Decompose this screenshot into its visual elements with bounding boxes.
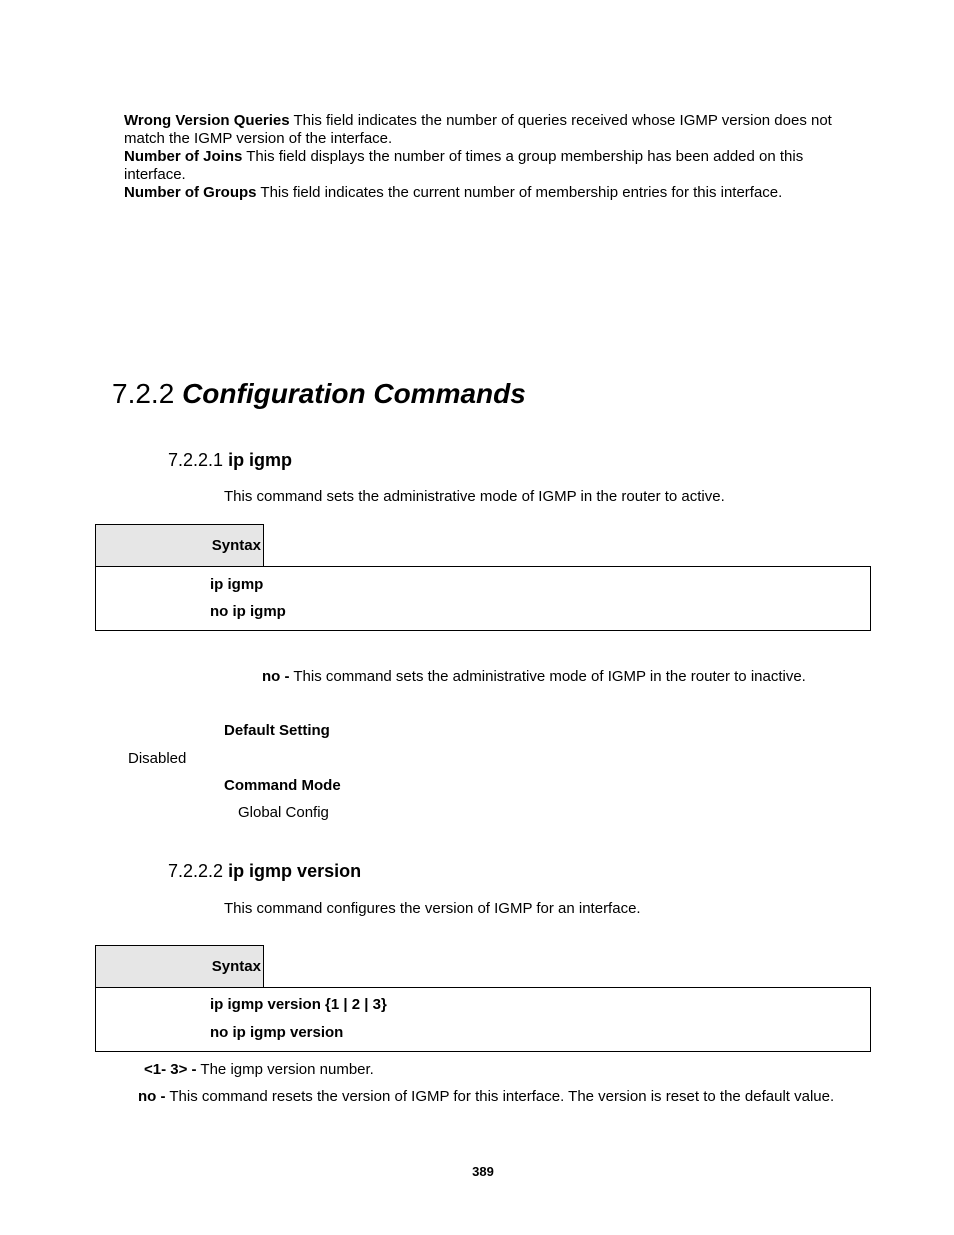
syntax-line: no ip igmp — [210, 603, 286, 620]
command-mode-label-text: Command Mode — [224, 777, 341, 794]
section-number: 7.2.2 — [112, 378, 175, 409]
field-term: Wrong Version Queries — [124, 112, 290, 129]
command-mode-label — [224, 777, 341, 795]
cmd1-number: 7.2.2.1 — [168, 450, 224, 470]
syntax-line: ip igmp version {1 | 2 | 3} — [210, 996, 387, 1013]
field-text: This field displays the number of times a group membership has been added on this interface. — [124, 148, 804, 183]
cmd2-syntax-box — [95, 987, 871, 1052]
no-text: This command resets the version of IGMP for this interface. The version is reset to the default value. — [165, 1088, 835, 1105]
no-text: This command sets the administrative mode of IGMP in the router to inactive. — [289, 668, 806, 685]
no-term: no - — [262, 668, 290, 685]
field-text: This field indicates the number of queries received whose IGMP version does not match the IGMP version of the interface. — [124, 112, 832, 147]
cmd1-heading — [168, 449, 292, 471]
default-setting-label-text: Default Setting — [224, 722, 330, 739]
param-term: <1- 3> - — [144, 1061, 197, 1078]
syntax-line: ip igmp — [210, 576, 264, 593]
field-number-of-joins — [124, 148, 864, 184]
cmd1-syntax-box — [95, 566, 871, 631]
section-title: Configuration Commands — [182, 378, 526, 409]
cmd2-no-description — [138, 1088, 898, 1106]
cmd2-param-description — [144, 1061, 374, 1079]
param-text: The igmp version number. — [196, 1061, 374, 1078]
cmd1-description: This command sets the administrative mode of IGMP in the router to active. — [224, 488, 725, 505]
cmd2-title: ip igmp version — [228, 861, 362, 881]
cmd1-no-description — [262, 668, 806, 686]
section-heading — [112, 377, 526, 411]
command-mode-value: Global Config — [238, 804, 329, 821]
cmd1-syntax-header — [95, 524, 264, 567]
cmd1-title: ip igmp — [228, 450, 293, 470]
no-term: no - — [138, 1088, 166, 1105]
default-setting-label — [224, 722, 330, 740]
cmd2-syntax-header — [95, 945, 264, 988]
syntax-label: Syntax — [211, 537, 261, 554]
page-number: 389 — [472, 1164, 494, 1179]
field-number-of-groups — [124, 184, 864, 202]
field-term: Number of Groups — [124, 184, 257, 201]
field-term: Number of Joins — [124, 148, 243, 165]
cmd2-heading — [168, 860, 361, 882]
syntax-line: no ip igmp version — [210, 1024, 344, 1041]
default-setting-value: Disabled — [128, 750, 187, 767]
field-wrong-version-queries — [124, 112, 864, 148]
cmd2-number: 7.2.2.2 — [168, 861, 224, 881]
cmd2-description: This command configures the version of IGMP for an interface. — [224, 900, 641, 917]
syntax-label: Syntax — [211, 958, 261, 975]
field-text: This field indicates the current number of membership entries for this interface. — [256, 184, 783, 201]
